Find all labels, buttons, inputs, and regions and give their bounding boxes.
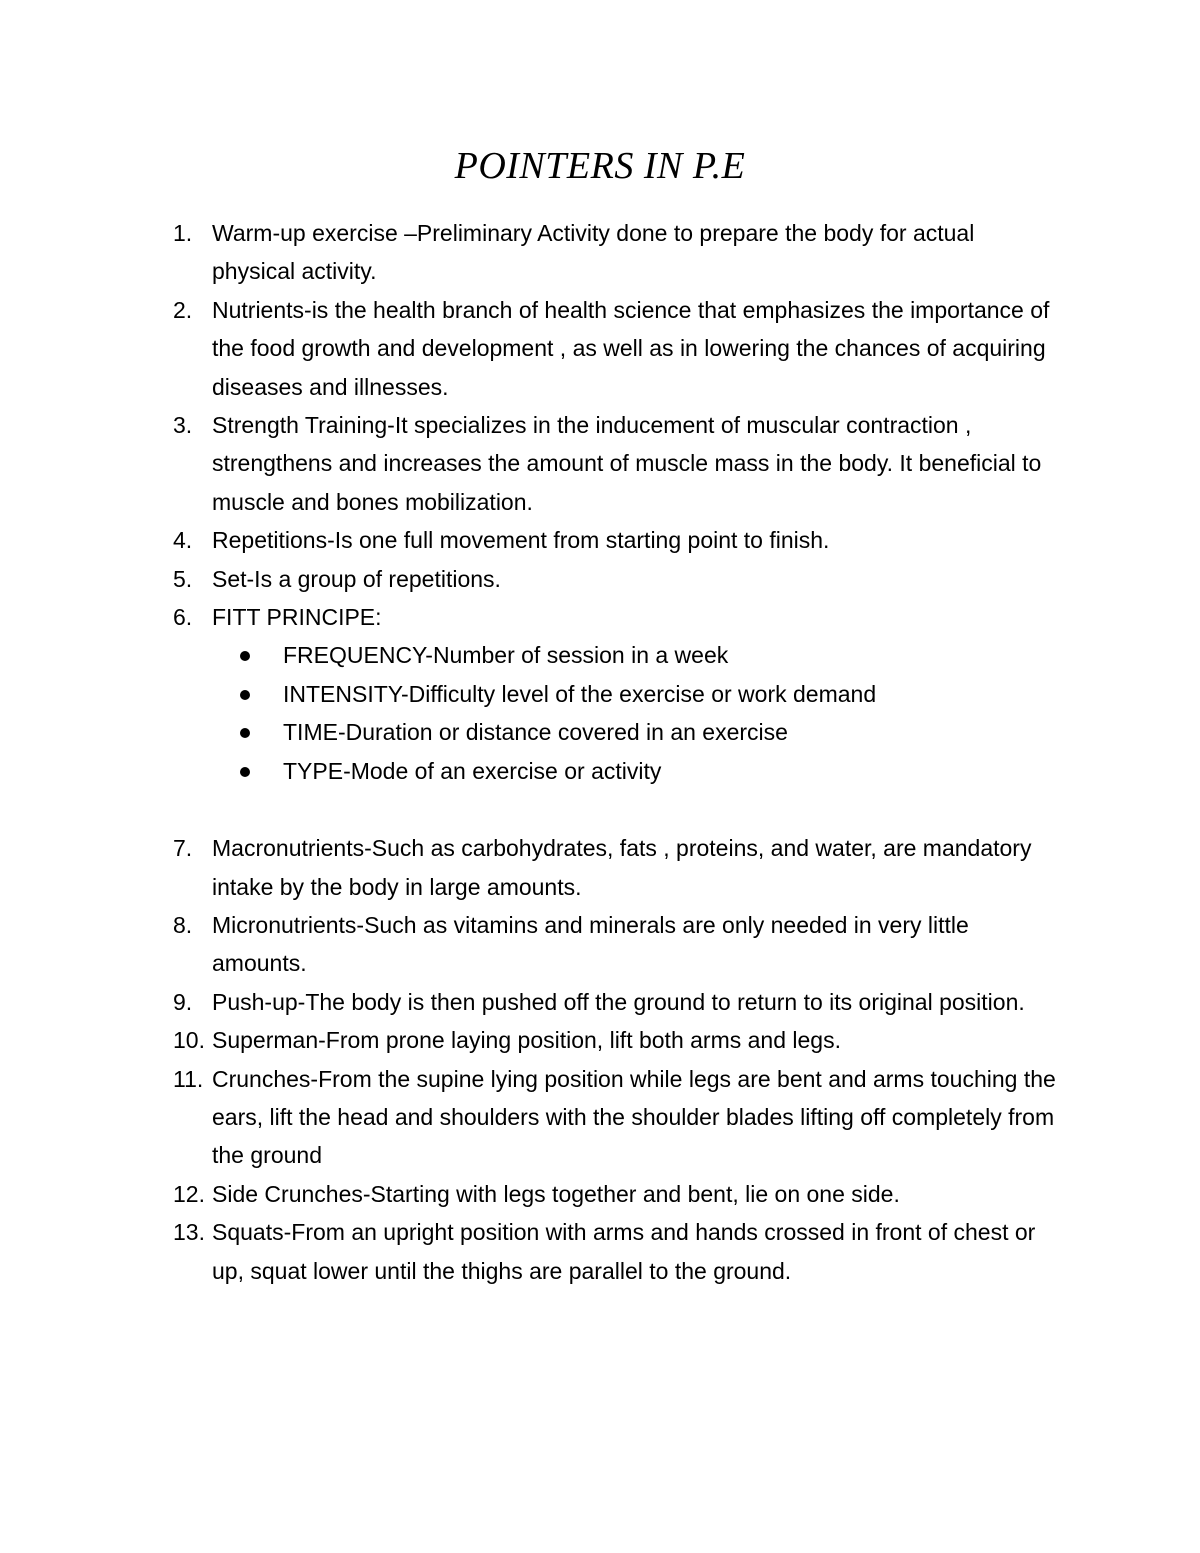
item-text: Superman-From prone laying position, lift both arms and legs. bbox=[212, 1027, 841, 1054]
list-item bbox=[0, 1175, 1200, 1213]
page-title: POINTERS IN P.E bbox=[454, 145, 746, 187]
bullet-text: TIME-Duration or distance covered in an exercise bbox=[283, 719, 788, 746]
item-text: FITT PRINCIPE: bbox=[212, 604, 382, 631]
item-text: Push-up-The body is then pushed off the ground to return to its original position. bbox=[212, 988, 1025, 1015]
item-number: 3. bbox=[173, 412, 193, 439]
bullet-icon bbox=[240, 651, 250, 661]
bullet-text: INTENSITY-Difficulty level of the exercise or work demand bbox=[283, 680, 877, 707]
item-number: 10. bbox=[173, 1027, 205, 1054]
fitt-bullet-item bbox=[0, 675, 1200, 713]
fitt-bullet-item bbox=[0, 713, 1200, 751]
bullet-text: FREQUENCY-Number of session in a week bbox=[283, 642, 729, 669]
item-text: Repetitions-Is one full movement from starting point to finish. bbox=[212, 527, 830, 554]
item-number: 9. bbox=[173, 988, 193, 1015]
list-item bbox=[0, 521, 1200, 559]
item-number: 7. bbox=[173, 835, 193, 862]
bullet-text: TYPE-Mode of an exercise or activity bbox=[283, 757, 662, 784]
fitt-bullet-item bbox=[0, 752, 1200, 790]
list-item bbox=[0, 906, 1200, 983]
bullet-icon bbox=[240, 728, 250, 738]
list-item bbox=[0, 560, 1200, 598]
bullet-icon bbox=[240, 690, 250, 700]
item-text: Set-Is a group of repetitions. bbox=[212, 565, 501, 592]
item-text: Warm-up exercise –Preliminary Activity done to prepare the body for actual physical activity. bbox=[212, 220, 975, 285]
item-number: 5. bbox=[173, 565, 193, 592]
item-text: Micronutrients-Such as vitamins and minerals are only needed in very little amounts. bbox=[212, 911, 969, 977]
list-item bbox=[0, 829, 1200, 906]
list-item bbox=[0, 1021, 1200, 1059]
list-item bbox=[0, 406, 1200, 521]
fitt-bullet-item bbox=[0, 636, 1200, 674]
item-number: 12. bbox=[173, 1180, 205, 1207]
paragraph-spacer bbox=[0, 790, 1200, 829]
item-text: Strength Training-It specializes in the inducement of muscular contraction , strengthens and increases the amount of muscle mass in the body. It beneficial to muscle and bones mobilization. bbox=[212, 412, 1042, 515]
item-number: 8. bbox=[173, 911, 193, 938]
list-item bbox=[0, 214, 1200, 291]
item-number: 11. bbox=[173, 1065, 204, 1092]
item-number: 1. bbox=[173, 220, 193, 246]
bullet-icon bbox=[240, 767, 250, 777]
list-item bbox=[0, 1060, 1200, 1175]
item-text: Macronutrients-Such as carbohydrates, fats , proteins, and water, are mandatory intake by the body in large amounts. bbox=[212, 835, 1032, 900]
item-number: 13. bbox=[173, 1219, 205, 1246]
item-number: 2. bbox=[173, 296, 193, 323]
pointers-list bbox=[0, 214, 1200, 1290]
item-text: Crunches-From the supine lying position while legs are bent and arms touching the ears, lift the head and shoulders with the shoulder blades lifting off completely from the ground bbox=[212, 1065, 1056, 1169]
list-item bbox=[0, 291, 1200, 406]
list-item bbox=[0, 598, 1200, 636]
item-text: Squats-From an upright position with arms and hands crossed in front of chest or up, squat lower until the thighs are parallel to the ground. bbox=[212, 1219, 1036, 1284]
list-item bbox=[0, 1213, 1200, 1290]
item-text: Nutrients-is the health branch of health science that emphasizes the importance of the food growth and development , as well as in lowering the chances of acquiring diseases and illnesses. bbox=[212, 296, 1050, 400]
item-number: 4. bbox=[173, 527, 193, 554]
list-item bbox=[0, 983, 1200, 1021]
item-number: 6. bbox=[173, 604, 193, 631]
item-text: Side Crunches-Starting with legs together and bent, lie on one side. bbox=[212, 1180, 900, 1207]
